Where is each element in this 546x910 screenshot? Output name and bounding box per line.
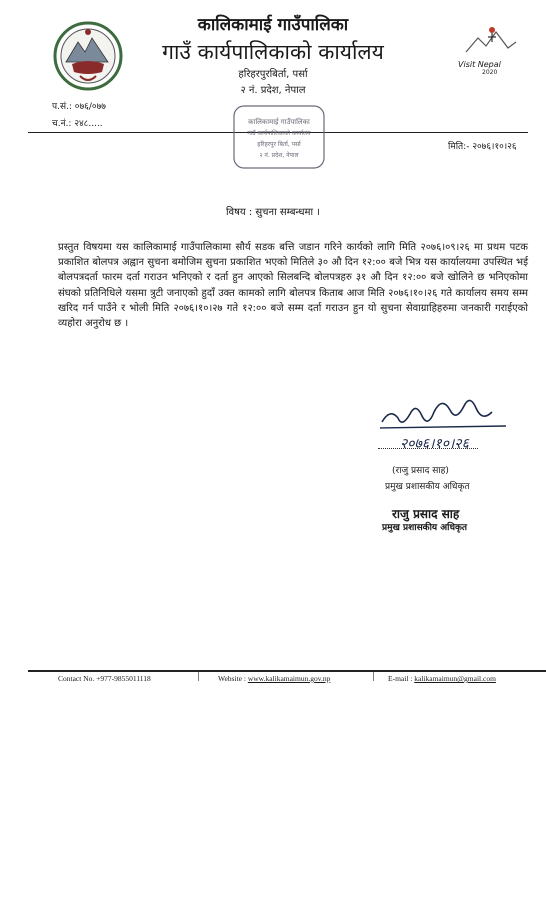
office-name: गाउँ कार्यपालिकाको कार्यालय bbox=[162, 40, 384, 64]
letter-date: मिति:- २०७६।१०।२६ bbox=[448, 142, 517, 152]
dispatch-number: च.नं.: २४८..... bbox=[52, 119, 103, 129]
svg-text:२ नं. प्रदेश, नेपाल: २ नं. प्रदेश, नेपाल bbox=[259, 152, 299, 159]
handwritten-signature bbox=[376, 388, 512, 456]
address-line-2: २ नं. प्रदेश, नेपाल bbox=[240, 85, 306, 96]
footer-separator: | bbox=[372, 672, 376, 682]
footer-contact: Contact No. +977-9855011118 bbox=[58, 674, 151, 683]
svg-text:कालिकामाई गाउँपालिका: कालिकामाई गाउँपालिका bbox=[248, 118, 310, 126]
visit-nepal-text: Visit Nepal bbox=[458, 60, 501, 69]
footer-divider bbox=[28, 670, 546, 672]
signature-date: २०७६।१०।२६ bbox=[400, 436, 469, 452]
designation-stamp: प्रमुख प्रशासकीय अधिकृत bbox=[382, 523, 468, 533]
svg-text:हरिहरपुर बिर्ता, पर्सा: हरिहरपुर बिर्ता, पर्सा bbox=[257, 141, 301, 148]
name-stamp: राजु प्रसाद साह bbox=[392, 507, 460, 521]
website-label: Website : bbox=[218, 674, 248, 683]
website-link[interactable]: www.kalikamaimun.gov.np bbox=[247, 674, 331, 683]
email-label: E-mail : bbox=[388, 674, 415, 683]
letter-subject: विषय : सुचना सम्बन्धमा । bbox=[225, 207, 321, 218]
office-stamp bbox=[232, 104, 326, 170]
address-line-1: हरिहरपुरबिर्ता, पर्सा bbox=[238, 69, 308, 80]
email-link[interactable]: kalikamaimun@gmail.com bbox=[414, 674, 496, 683]
letter-body: प्रस्तुत विषयमा यस कालिकामाई गाउँपालिकामा सौर्य सडक बत्ति जडान गरिने कार्यको लागि मिति २०७६।०९।२६ मा प्रथम पटक प्रकाशित बोलपत्र अह्वान सुचना बमोजिम सुचना प्रकाशित भएको मितिले ३० औ दिन १२:०० बजे भित्र यस कार्यालयमा उपस्थित भई बोलपत्रदर्ता फारम दर्ता गराउन भनिएको र दर्ता हुन आएको सिलबन्दि बोलपत्रहरु ३१ औ दिन १२:०० बजे खोलिने छ भनिएकोमा संघको प्रतिनिधिले यसमा त्रुटी जनाएको हुदाँ उक्त कामको लागि बोलपत्र किताब आज मिति २०७६।१०।२६ गते कार्यालय समय सम्म खरिद गर्न पाउँने र भोली मिति २०७६।१०।२७ गते १२:०० बजे सम्म दर्ता गराउन हुन यो सुचना सेवाग्राहिहरुमा जनकारी गराईएको व्यहोरा अनुरोध छ । bbox=[58, 242, 528, 330]
footer-separator: | bbox=[197, 672, 201, 682]
signature-line bbox=[378, 448, 478, 449]
footer-website bbox=[218, 674, 330, 683]
visit-nepal-year: 2020 bbox=[482, 69, 498, 76]
svg-text:गाउँ कार्यपालिकाको कार्यालय: गाउँ कार्यपालिकाको कार्यालय bbox=[247, 130, 311, 137]
letter-reference-number: प.सं.: ०७६/०७७ bbox=[52, 102, 106, 112]
footer-email bbox=[388, 674, 496, 683]
signatory-name: (राजु प्रसाद साह) bbox=[392, 466, 449, 476]
municipality-name: कालिकामाई गाउँपालिका bbox=[197, 15, 349, 35]
signatory-designation: प्रमुख प्रशासकीय अधिकृत bbox=[385, 482, 470, 492]
